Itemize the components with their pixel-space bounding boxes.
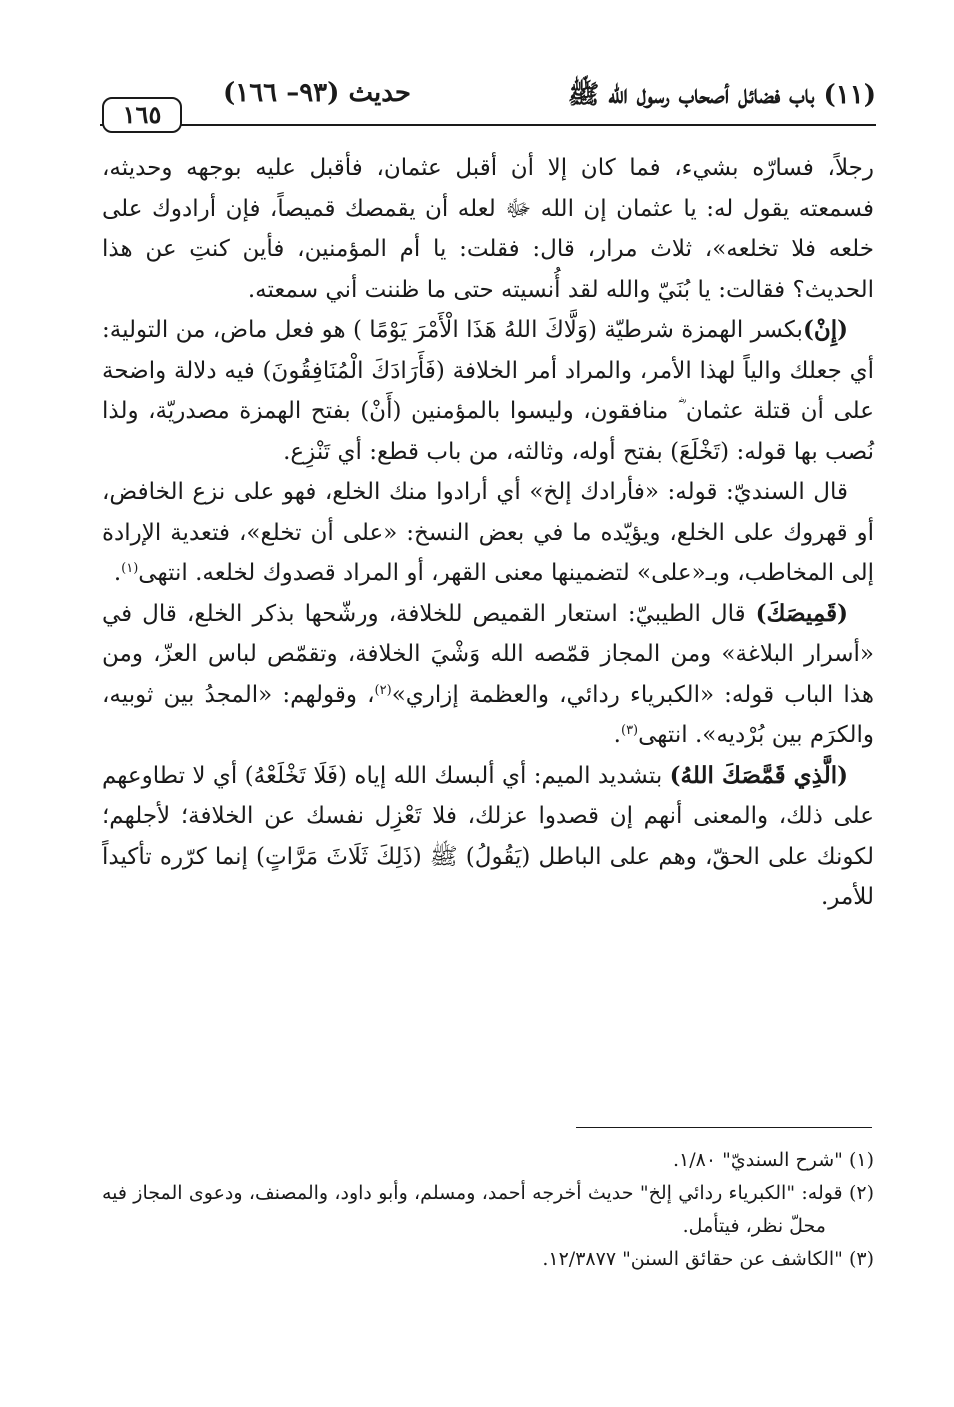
paragraph-lead: (إِنْ): [802, 316, 848, 343]
paragraph-text: قال السنديّ: قوله: «فأرادك إلخ» أي أرادوا منك الخلع، فهو على نزع الخافض، أو قهروك على الخلع، ويؤيّده ما في بعض النسخ: «على أن تخلع»، فتعدية الإرادة إلى المخاطب، وبـ«على» لتضمينها معنى القهر، أو المراد قصدوك لخلعه. انتهى: [102, 479, 874, 586]
paragraph-text: بتشديد الميم: أي ألبسك الله إياه (فَلَا تَخْلَعْهُ) أي لا تطاوعهم على ذلك، والمعنى أنهم إن قصدوا عزلك، فلا تَعْزِل نفسك عن الخلافة؛ لأجلهم؛ لكونك على الحقّ، وهم على الباطل (يَقُولُ) ﷺ (ذَلِكَ ثَلَاثَ مَرَّاتٍ) إنما كرّره تأكيداً للأمر.: [102, 762, 874, 910]
footnote-marker: (٣): [620, 723, 639, 738]
paragraph: [102, 148, 874, 310]
running-header: [100, 78, 876, 128]
paragraph-text: قال الطيبيّ: استعار القميص للخلافة، ورشّحها بذكر الخلع، قال في «أسرار البلاغة» ومن المجاز قمّصه الله وَشْيَ الخلافة، وتقمّص لباس العزّ، ومن هذا الباب قوله: «الكبرياء ردائي، والعظمة إزاري»: [102, 600, 874, 708]
page-number: ١٦٥: [102, 97, 182, 133]
paragraph-text: بكسر الهمزة شرطيّة (وَلَّاكَ اللهُ هَذَا الْأَمْرَ يَوْمًا ) هو فعل ماض، من التولية: أي جعلك والياً لهذا الأمر، والمراد أمر الخلافة (فَأَرَادَكَ الْمُنَافِقُونَ) فيه دلالة واضحة على أن قتلة عثمان ؓ منافقون، وليسوا بالمؤمنين (أَنْ) بفتح الهمزة مصدريّة، ولذا نُصب بها قوله: (تَخْلَعَ) بفتح أوله، وثالثه، من باب قطع: أي تَنْزِع.: [102, 317, 874, 465]
paragraph-tail: .: [113, 560, 122, 586]
paragraph-text: ، وقولهم: «المجدُ بين ثوبيه، والكرَم بين بُرْديه». انتهى: [102, 681, 874, 748]
footnote-item: (١) "شرح السنديّ" ١/٨٠.: [673, 1149, 874, 1171]
paragraph-lead: (قَمِيصَكَ): [755, 599, 848, 627]
paragraph-text: رجلاً، فسارّه بشيء، فما كان إلا أن أقبل عثمان، فأقبل عليه بوجهه وحديثه، فسمعته يقول له: يا عثمان إن الله ﷻ لعله أن يقمصك قميصاً، فإن أرادوك على خلعه فلا تخلعه»، ثلاث مرار، قال: فقلت: يا أم المؤمنين، فأين كنتِ عن هذا الحديث؟ فقالت: يا بُنَيّ والله لقد أُنسيته حتى ما ظننت أني سمعته.: [102, 155, 874, 303]
paragraph: [102, 594, 874, 756]
header-rule: [100, 124, 876, 126]
footnote-item: (٣) "الكاشف عن حقائق السنن" ١٢/٣٨٧٧.: [542, 1248, 874, 1270]
paragraph-tail: .: [613, 722, 621, 748]
footnote-marker: (١): [121, 561, 139, 576]
main-text: [102, 148, 874, 918]
hadith-range: حديث (٩٣– ١٦٦): [222, 78, 411, 108]
footnote-item: (٢) قوله: "الكبرياء ردائي إلخ" حديث أخرجه أحمد، ومسلم، وأبو داود، والمصنف، ودعوى المجاز فيه محلّ نظر، فيتأمل.: [102, 1182, 874, 1237]
footnotes: [102, 1144, 874, 1276]
paragraph-lead: (الَّذِي قَمَّصَكَ اللهُ): [669, 761, 849, 789]
footnote-separator: [576, 1127, 872, 1128]
paragraph: [102, 756, 874, 918]
paragraph: [102, 472, 874, 594]
paragraph: [102, 310, 874, 472]
chapter-title: (١١) باب فضائل أصحاب رسول الله ﷺ: [567, 80, 876, 110]
footnote-marker: (٢): [374, 682, 392, 698]
